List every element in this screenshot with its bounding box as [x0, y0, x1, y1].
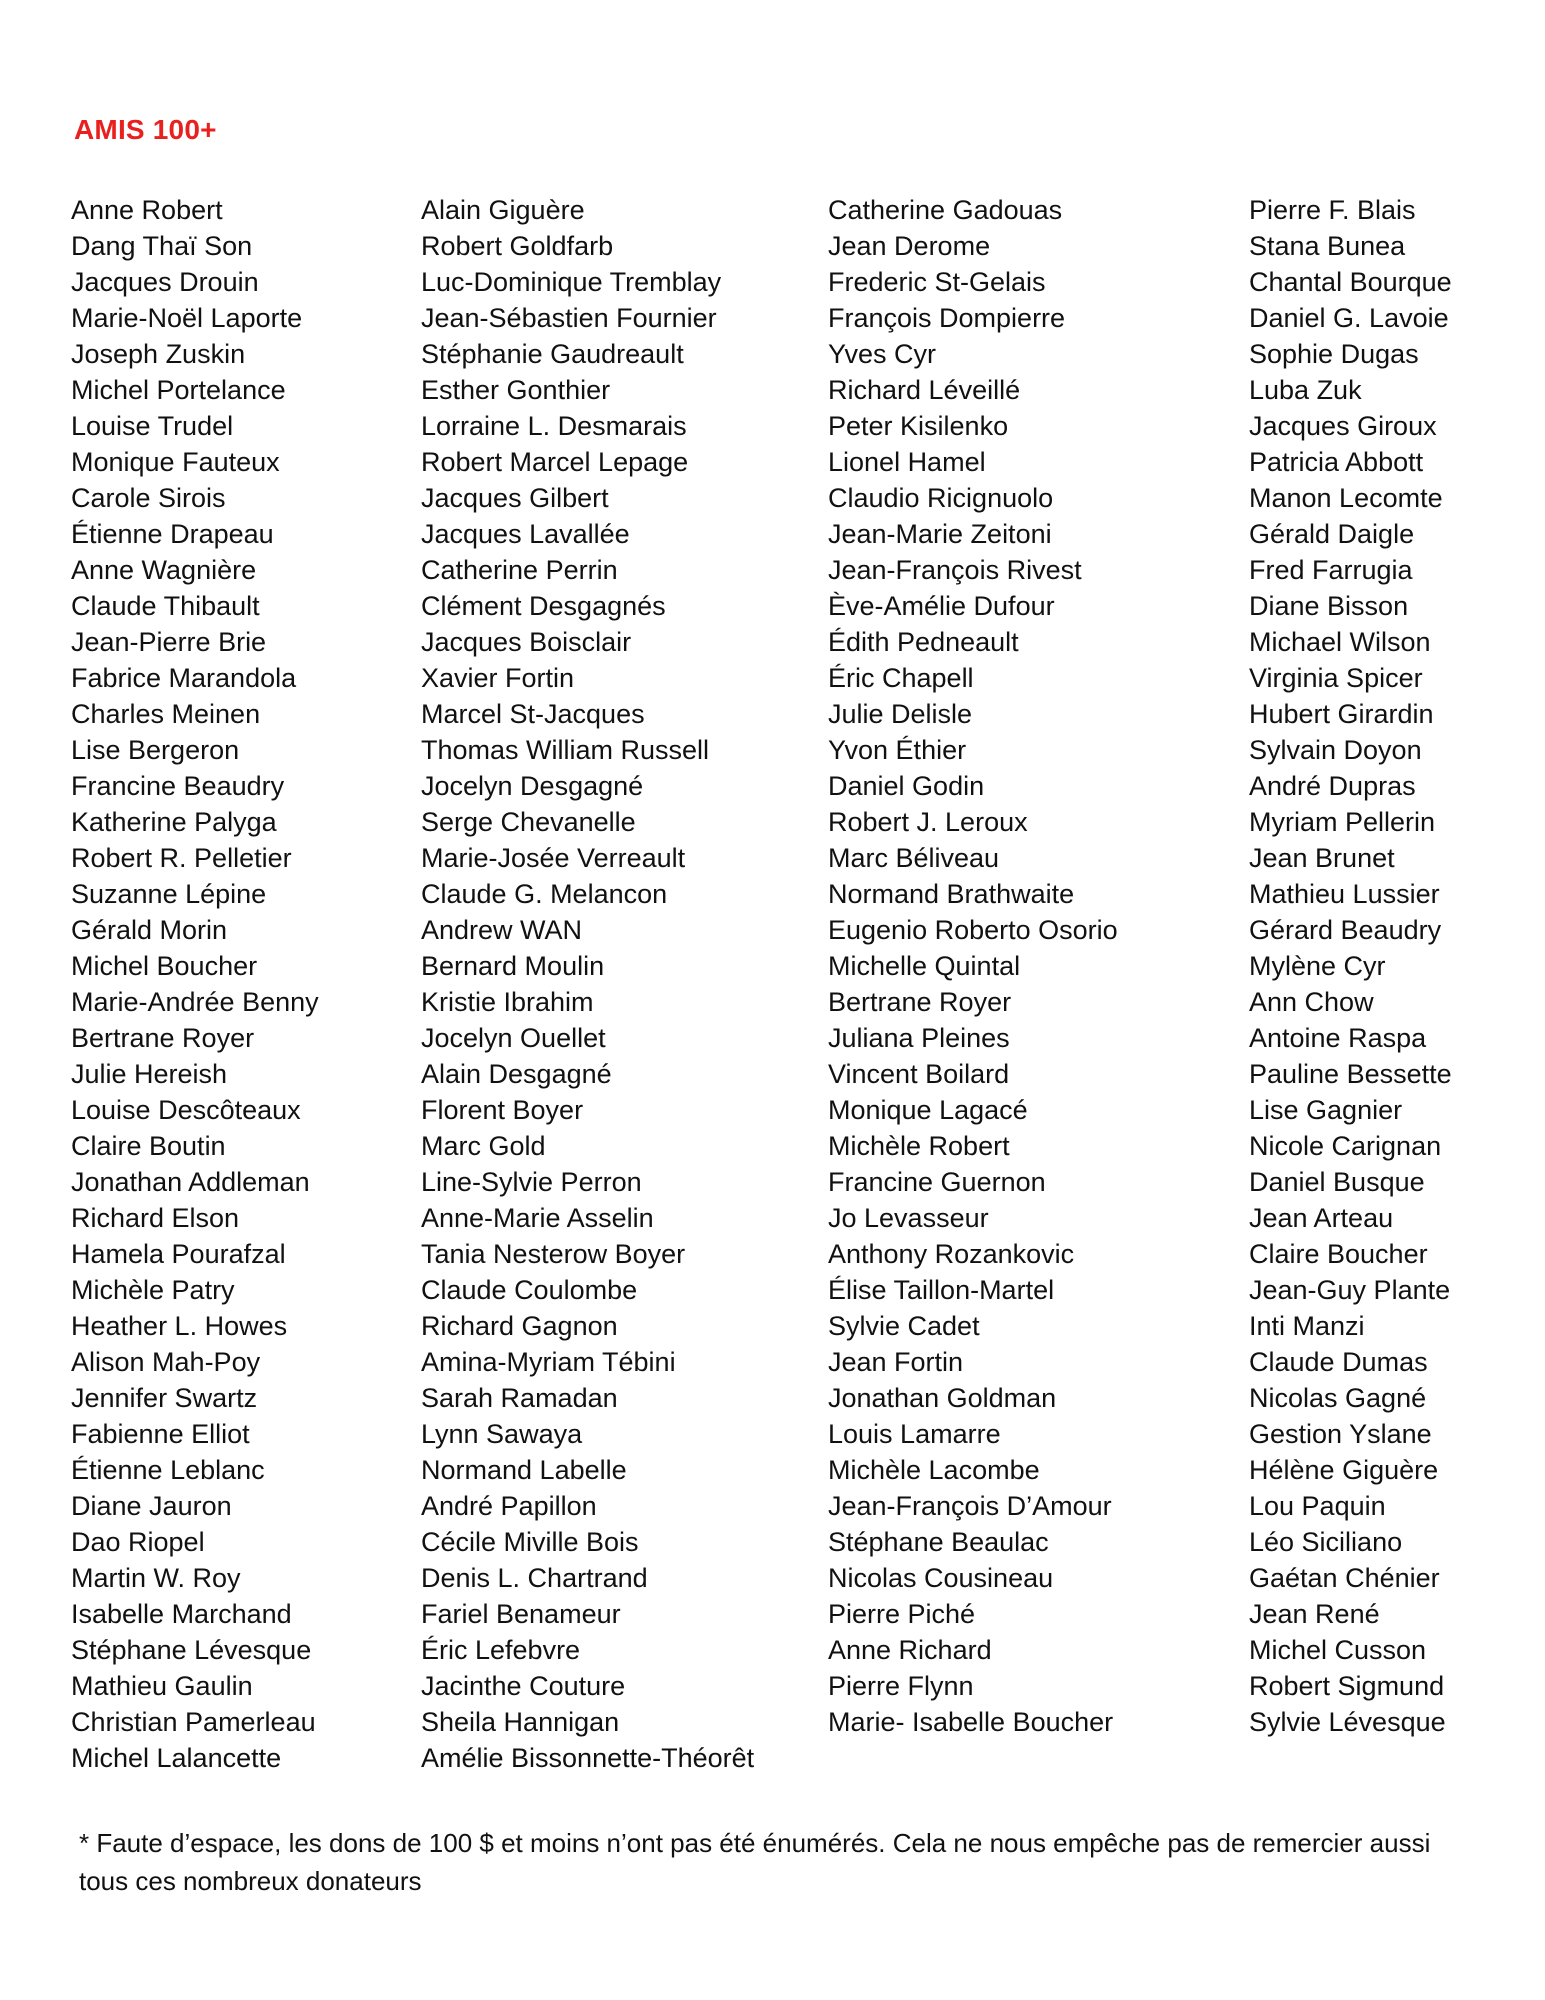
donor-name: Patricia Abbott: [1249, 447, 1424, 477]
donor-name: Robert Sigmund: [1249, 1671, 1445, 1701]
donor-name: Pierre Piché: [828, 1599, 976, 1629]
donor-name: Jean-Sébastien Fournier: [421, 303, 717, 333]
donor-name: Jacinthe Couture: [421, 1671, 626, 1701]
donor-name: Eugenio Roberto Osorio: [828, 915, 1118, 945]
donor-name: Catherine Perrin: [421, 555, 618, 585]
donor-name: Christian Pamerleau: [71, 1707, 316, 1737]
donor-name: Thomas William Russell: [421, 735, 710, 765]
donor-name: Marc Gold: [421, 1131, 546, 1161]
donor-name: Denis L. Chartrand: [421, 1563, 648, 1593]
donor-name: Jennifer Swartz: [71, 1383, 258, 1413]
donor-name: Lise Gagnier: [1249, 1095, 1403, 1125]
donor-name: Jacques Giroux: [1249, 411, 1437, 441]
donor-name: Louis Lamarre: [828, 1419, 1001, 1449]
donor-column-1: [71, 192, 319, 1776]
donor-name: Dao Riopel: [71, 1527, 205, 1557]
footnote: * Faute d’espace, les dons de 100 $ et moins n’ont pas été énumérés. Cela ne nous empêche pas de remercier aussi tous ces nombreux donateurs: [79, 1828, 1431, 1896]
donor-name: Heather L. Howes: [71, 1311, 288, 1341]
donor-name: Gérald Morin: [71, 915, 228, 945]
donor-name: Anthony Rozankovic: [828, 1239, 1075, 1269]
donor-name: Anne Robert: [71, 195, 223, 225]
donor-name: Louise Descôteaux: [71, 1095, 301, 1125]
donor-name: Lou Paquin: [1249, 1491, 1386, 1521]
donor-name: Jocelyn Ouellet: [421, 1023, 606, 1053]
donor-columns: [0, 192, 1545, 1792]
donor-name: Inti Manzi: [1249, 1311, 1365, 1341]
donor-name: Nicolas Gagné: [1249, 1383, 1427, 1413]
donor-name: Michèle Lacombe: [828, 1455, 1040, 1485]
donor-name: Daniel Godin: [828, 771, 985, 801]
donor-name: Jacques Boisclair: [421, 627, 632, 657]
donor-name: Jean Arteau: [1249, 1203, 1394, 1233]
donor-name: Élise Taillon-Martel: [828, 1275, 1055, 1305]
donor-name: Louise Trudel: [71, 411, 234, 441]
donor-name: Alain Giguère: [421, 195, 585, 225]
donor-name: Richard Gagnon: [421, 1311, 618, 1341]
donor-name: Lorraine L. Desmarais: [421, 411, 687, 441]
donor-name: Marie-Andrée Benny: [71, 987, 319, 1017]
donor-name: Frederic St-Gelais: [828, 267, 1046, 297]
donor-column-4: [1249, 192, 1452, 1740]
donor-name: François Dompierre: [828, 303, 1066, 333]
donor-name: Bertrane Royer: [71, 1023, 255, 1053]
donor-name: Stana Bunea: [1249, 231, 1406, 261]
donor-name: Nicolas Cousineau: [828, 1563, 1054, 1593]
donor-name: Éric Chapell: [828, 663, 974, 693]
donor-name: Ève-Amélie Dufour: [828, 591, 1055, 621]
donor-name: Lynn Sawaya: [421, 1419, 583, 1449]
donor-name: Katherine Palyga: [71, 807, 277, 837]
donor-name: Daniel Busque: [1249, 1167, 1425, 1197]
donor-name: Hamela Pourafzal: [71, 1239, 286, 1269]
donor-name: Lise Bergeron: [71, 735, 240, 765]
donor-name: Ann Chow: [1249, 987, 1374, 1017]
donor-name: Michel Portelance: [71, 375, 286, 405]
donor-name: Jean-Marie Zeitoni: [828, 519, 1052, 549]
donor-name: Esther Gonthier: [421, 375, 611, 405]
donor-name: Normand Brathwaite: [828, 879, 1075, 909]
donor-name: Stéphane Beaulac: [828, 1527, 1049, 1557]
donor-name: Richard Léveillé: [828, 375, 1021, 405]
donor-name: Diane Bisson: [1249, 591, 1409, 621]
donor-name: Marcel St-Jacques: [421, 699, 645, 729]
donor-name: Marie-Noël Laporte: [71, 303, 303, 333]
donor-name: Michel Lalancette: [71, 1743, 282, 1773]
donor-column-3: [828, 192, 1118, 1740]
donor-name: Jacques Gilbert: [421, 483, 609, 513]
donor-name: Stéphanie Gaudreault: [421, 339, 684, 369]
donor-name: Manon Lecomte: [1249, 483, 1443, 513]
donor-name: Pauline Bessette: [1249, 1059, 1452, 1089]
donor-name: Étienne Leblanc: [71, 1455, 265, 1485]
donor-name: Dang Thaï Son: [71, 231, 253, 261]
donor-name: Claude Coulombe: [421, 1275, 638, 1305]
donor-name: Mathieu Lussier: [1249, 879, 1440, 909]
donor-name: Diane Jauron: [71, 1491, 232, 1521]
donor-name: Myriam Pellerin: [1249, 807, 1436, 837]
donor-name: Sylvie Lévesque: [1249, 1707, 1446, 1737]
donor-name: Jacques Lavallée: [421, 519, 630, 549]
donor-name: Serge Chevanelle: [421, 807, 636, 837]
donor-name: Alain Desgagné: [421, 1059, 612, 1089]
donor-name: Claude Dumas: [1249, 1347, 1428, 1377]
donor-name: Gérald Daigle: [1249, 519, 1415, 549]
donor-name: Robert Marcel Lepage: [421, 447, 689, 477]
donor-name: Carole Sirois: [71, 483, 226, 513]
donor-name: Jean-François D’Amour: [828, 1491, 1112, 1521]
donor-name: Éric Lefebvre: [421, 1635, 581, 1665]
donor-name: Line-Sylvie Perron: [421, 1167, 642, 1197]
donor-name: Claire Boutin: [71, 1131, 226, 1161]
donor-name: Sophie Dugas: [1249, 339, 1419, 369]
donor-name: Claude Thibault: [71, 591, 260, 621]
donor-name: Michèle Patry: [71, 1275, 235, 1305]
donor-name: Juliana Pleines: [828, 1023, 1010, 1053]
donor-name: Nicole Carignan: [1249, 1131, 1442, 1161]
donor-name: Martin W. Roy: [71, 1563, 241, 1593]
donor-name: Gestion Yslane: [1249, 1419, 1432, 1449]
donor-name: Robert Goldfarb: [421, 231, 614, 261]
donor-name: Anne Richard: [828, 1635, 992, 1665]
donor-name: Isabelle Marchand: [71, 1599, 292, 1629]
donor-name: Sylvie Cadet: [828, 1311, 980, 1341]
donor-name: Yves Cyr: [828, 339, 937, 369]
donor-name: Fabienne Elliot: [71, 1419, 250, 1449]
donor-name: Anne Wagnière: [71, 555, 257, 585]
donor-name: Julie Delisle: [828, 699, 973, 729]
donor-name: Gérard Beaudry: [1249, 915, 1442, 945]
donor-name: Jean René: [1249, 1599, 1380, 1629]
donor-name: Tania Nesterow Boyer: [421, 1239, 686, 1269]
donor-name: Bernard Moulin: [421, 951, 605, 981]
donor-name: Fred Farrugia: [1249, 555, 1413, 585]
donor-name: Daniel G. Lavoie: [1249, 303, 1449, 333]
donor-name: Sylvain Doyon: [1249, 735, 1422, 765]
donor-name: Vincent Boilard: [828, 1059, 1010, 1089]
donor-name: Fariel Benameur: [421, 1599, 621, 1629]
donor-name: Jocelyn Desgagné: [421, 771, 644, 801]
donor-name: Monique Fauteux: [71, 447, 280, 477]
donor-name: Bertrane Royer: [828, 987, 1012, 1017]
donor-name: Claudio Ricignuolo: [828, 483, 1054, 513]
donor-name: Joseph Zuskin: [71, 339, 246, 369]
donor-name: Marie- Isabelle Boucher: [828, 1707, 1114, 1737]
donor-name: Monique Lagacé: [828, 1095, 1028, 1125]
donor-name: Michel Boucher: [71, 951, 258, 981]
donor-name: Andrew WAN: [421, 915, 583, 945]
donor-name: Normand Labelle: [421, 1455, 627, 1485]
donor-name: Hubert Girardin: [1249, 699, 1434, 729]
donor-name: Léo Siciliano: [1249, 1527, 1403, 1557]
donor-name: Peter Kisilenko: [828, 411, 1009, 441]
donor-name: Antoine Raspa: [1249, 1023, 1427, 1053]
donor-name: Richard Elson: [71, 1203, 240, 1233]
donor-name: Michelle Quintal: [828, 951, 1021, 981]
donor-name: Robert R. Pelletier: [71, 843, 292, 873]
donor-name: Cécile Miville Bois: [421, 1527, 639, 1557]
donor-name: Chantal Bourque: [1249, 267, 1452, 297]
donor-name: Marc Béliveau: [828, 843, 1000, 873]
donor-name: Luba Zuk: [1249, 375, 1362, 405]
donor-name: Robert J. Leroux: [828, 807, 1028, 837]
donor-name: Alison Mah-Poy: [71, 1347, 261, 1377]
donor-name: Gaétan Chénier: [1249, 1563, 1440, 1593]
donor-name: Catherine Gadouas: [828, 195, 1063, 225]
donor-name: Mylène Cyr: [1249, 951, 1386, 981]
donor-name: Jean Brunet: [1249, 843, 1395, 873]
donor-name: Jean Fortin: [828, 1347, 964, 1377]
donor-name: Hélène Giguère: [1249, 1455, 1439, 1485]
donor-name: Charles Meinen: [71, 699, 261, 729]
donor-name: Michael Wilson: [1249, 627, 1431, 657]
donor-name: Jo Levasseur: [828, 1203, 989, 1233]
donor-name: Luc-Dominique Tremblay: [421, 267, 722, 297]
donor-name: Jean-François Rivest: [828, 555, 1082, 585]
donor-name: Michèle Robert: [828, 1131, 1010, 1161]
donor-name: Jean-Pierre Brie: [71, 627, 267, 657]
donor-name: Pierre F. Blais: [1249, 195, 1416, 225]
donor-name: Pierre Flynn: [828, 1671, 974, 1701]
donor-name: Jonathan Addleman: [71, 1167, 310, 1197]
donor-name: Clément Desgagnés: [421, 591, 666, 621]
donor-name: Stéphane Lévesque: [71, 1635, 312, 1665]
donor-name: Jonathan Goldman: [828, 1383, 1057, 1413]
donor-name: Michel Cusson: [1249, 1635, 1427, 1665]
donor-name: Xavier Fortin: [421, 663, 575, 693]
donor-column-2: [421, 192, 754, 1776]
donor-name: Sarah Ramadan: [421, 1383, 618, 1413]
donor-name: Lionel Hamel: [828, 447, 986, 477]
donor-name: Sheila Hannigan: [421, 1707, 620, 1737]
donor-name: Virginia Spicer: [1249, 663, 1423, 693]
donor-name: Francine Guernon: [828, 1167, 1046, 1197]
donor-name: Jacques Drouin: [71, 267, 259, 297]
donor-name: Claire Boucher: [1249, 1239, 1428, 1269]
donor-name: Claude G. Melancon: [421, 879, 668, 909]
donor-name: Jean Derome: [828, 231, 991, 261]
donor-name: André Papillon: [421, 1491, 597, 1521]
donor-name: Étienne Drapeau: [71, 519, 274, 549]
donor-name: Édith Pedneault: [828, 627, 1019, 657]
donor-name: Amélie Bissonnette-Théorêt: [421, 1743, 755, 1773]
donor-name: Yvon Éthier: [828, 735, 967, 765]
donor-name: Anne-Marie Asselin: [421, 1203, 654, 1233]
donor-name: Fabrice Marandola: [71, 663, 297, 693]
donor-name: Amina-Myriam Tébini: [421, 1347, 676, 1377]
donor-name: Marie-Josée Verreault: [421, 843, 686, 873]
donor-name: Jean-Guy Plante: [1249, 1275, 1451, 1305]
page-title: AMIS 100+: [74, 114, 217, 145]
donor-name: Suzanne Lépine: [71, 879, 267, 909]
donor-name: Kristie Ibrahim: [421, 987, 594, 1017]
donor-name: Florent Boyer: [421, 1095, 584, 1125]
donor-name: André Dupras: [1249, 771, 1416, 801]
donor-name: Julie Hereish: [71, 1059, 228, 1089]
donor-name: Mathieu Gaulin: [71, 1671, 253, 1701]
donor-name: Francine Beaudry: [71, 771, 285, 801]
